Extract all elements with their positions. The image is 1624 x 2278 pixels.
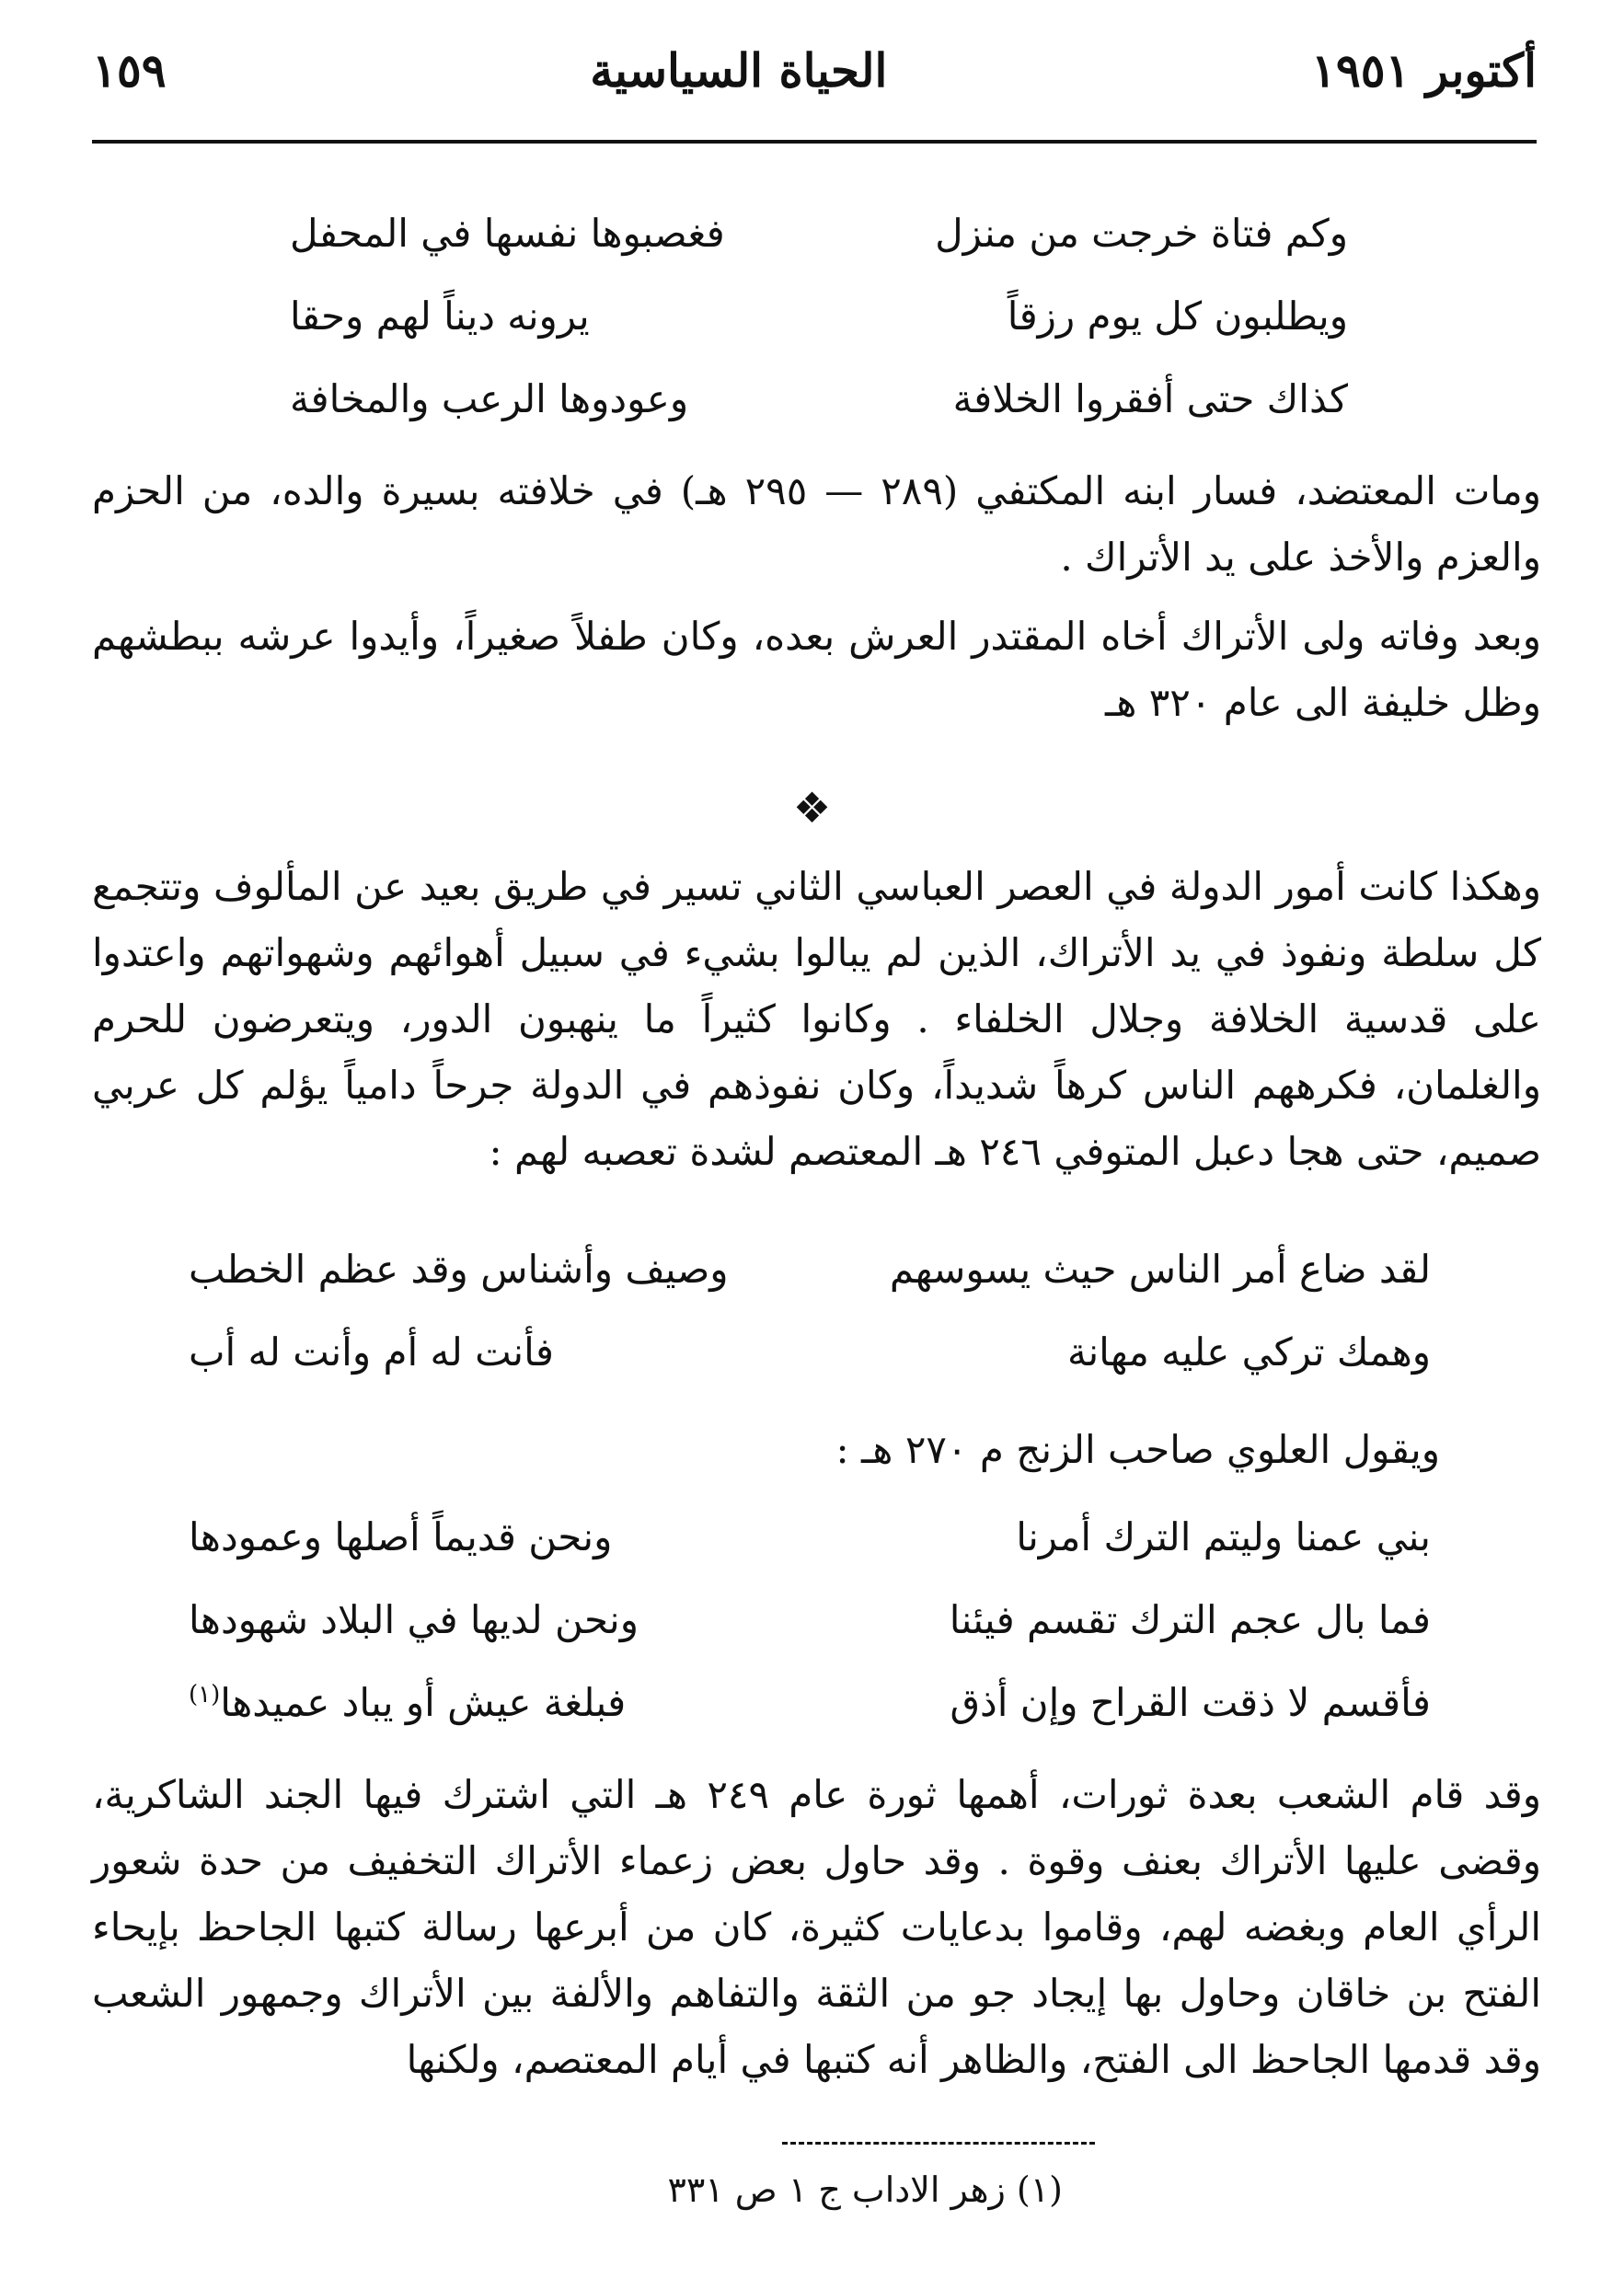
- verse-first-hemistich: ويطلبون كل يوم رزقاً: [1007, 293, 1348, 339]
- poem-3: [189, 1495, 1431, 1743]
- verse-second-hemistich: ونحن لديها في البلاد شهودها: [189, 1596, 639, 1642]
- verse-text: فبلغة عيش أو يباد عميدها: [220, 1679, 627, 1725]
- footnote-rule: [782, 2142, 1095, 2145]
- footnote-reference: (١): [189, 1680, 221, 1708]
- header-rule: [92, 140, 1537, 144]
- section-ornament: ❖: [792, 783, 832, 833]
- paragraph: وهكذا كانت أمور الدولة في العصر العباسي الثاني تسير في طريق بعيد عن المألوف وتتجمع كل سلطة ونفوذ في يد الأتراك، الذين لم يبالوا بشيء في سبيل أهوائهم وشهواتهم واعتدوا على قدسية الخلافة وجلال الخلفاء . وكانوا كثيراً ما ينهبون الدور، ويتعرضون للحرم والغلمان، فكرههم الناس كرهاً شديداً، وكان نفوذهم في الدولة جرحاً دامياً يؤلم كل عربي صميم، حتى هجا دعبل المتوفي ٢٤٦ هـ المعتصم لشدة تعصبه لهم :: [92, 864, 1541, 1174]
- footnote: (١) زهر الاداب ج ١ ص ٣٣١: [667, 2169, 1063, 2210]
- poem-1-verse-1: [290, 191, 1348, 274]
- verse-second-hemistich: فأنت له أم وأنت له أب: [189, 1329, 554, 1375]
- poem-1: [290, 191, 1348, 440]
- poem-2-verse-2: [189, 1310, 1431, 1393]
- verse-second-hemistich: فغصبوها نفسها في المحفل: [290, 210, 725, 256]
- verse-second-hemistich: وعودوها الرعب والمخافة: [290, 375, 689, 421]
- poem-3-verse-1: [189, 1495, 1431, 1578]
- verse-first-hemistich: وكم فتاة خرجت من منزل: [935, 210, 1348, 256]
- poem-3-verse-3: [189, 1661, 1431, 1743]
- body-section-c: [92, 1762, 1541, 2093]
- paragraph: ومات المعتضد، فسار ابنه المكتفي (٢٨٩ — ٢٩٥ هـ) في خلافته بسيرة والده، من الحزم والعزم والأخذ على يد الأتراك .: [92, 468, 1541, 580]
- verse-first-hemistich: وهمك تركي عليه مهانة: [1066, 1329, 1431, 1375]
- poem-2-verse-1: [189, 1227, 1431, 1310]
- header-journal-title: الحياة السياسية: [590, 42, 888, 98]
- verse-first-hemistich: لقد ضاع أمر الناس حيث يسوسهم: [889, 1246, 1431, 1292]
- poem-1-verse-2: [290, 274, 1348, 357]
- verse-second-hemistich: [189, 1680, 626, 1725]
- header-date: أكتوبر ١٩٥١: [1311, 42, 1537, 98]
- header-page-number: ١٥٩: [92, 42, 167, 98]
- poem-2: [189, 1227, 1431, 1393]
- body-section-a: [92, 458, 1541, 736]
- intro-line: ويقول العلوي صاحب الزنج م ٢٧٠ هـ :: [835, 1427, 1440, 1472]
- poem-3-introduction: [92, 1417, 1440, 1483]
- body-section-b: [92, 854, 1541, 1185]
- verse-second-hemistich: ونحن قديماً أصلها وعمودها: [189, 1513, 613, 1559]
- paragraph: وقد قام الشعب بعدة ثورات، أهمها ثورة عام ٢٤٩ هـ التي اشترك فيها الجند الشاكرية، وقضى عليها الأتراك بعنف وقوة . وقد حاول بعض زعماء الأتراك التخفيف من حدة شعور الرأي العام وبغضه لهم، وقاموا بدعايات كثيرة، كان من أبرعها رسالة كتبها الجاحظ بإيحاء الفتح بن خاقان وحاول بها إيجاد جو من الثقة والتفاهم والألفة بين الأتراك وجمهور الشعب وقد قدمها الجاحظ الى الفتح، والظاهر أنه كتبها في أيام المعتصم، ولكنها: [92, 1772, 1541, 2082]
- poem-1-verse-3: [290, 357, 1348, 440]
- verse-first-hemistich: فما بال عجم الترك تقسم فيئنا: [949, 1596, 1431, 1642]
- verse-first-hemistich: فأقسم لا ذقت القراح وإن أذق: [950, 1679, 1431, 1725]
- verse-first-hemistich: بني عمنا وليتم الترك أمرنا: [1016, 1513, 1431, 1559]
- verse-first-hemistich: كذاك حتى أفقروا الخلافة: [952, 375, 1348, 421]
- paragraph: وبعد وفاته ولى الأتراك أخاه المقتدر العرش بعده، وكان طفلاً صغيراً، وأيدوا عرشه ببطشهم وظل خليفة الى عام ٣٢٠ هـ: [92, 614, 1541, 725]
- running-header: [92, 33, 1537, 107]
- verse-second-hemistich: يرونه ديناً لهم وحقا: [290, 293, 590, 339]
- poem-3-verse-2: [189, 1578, 1431, 1661]
- verse-second-hemistich: وصيف وأشناس وقد عظم الخطب: [189, 1246, 729, 1292]
